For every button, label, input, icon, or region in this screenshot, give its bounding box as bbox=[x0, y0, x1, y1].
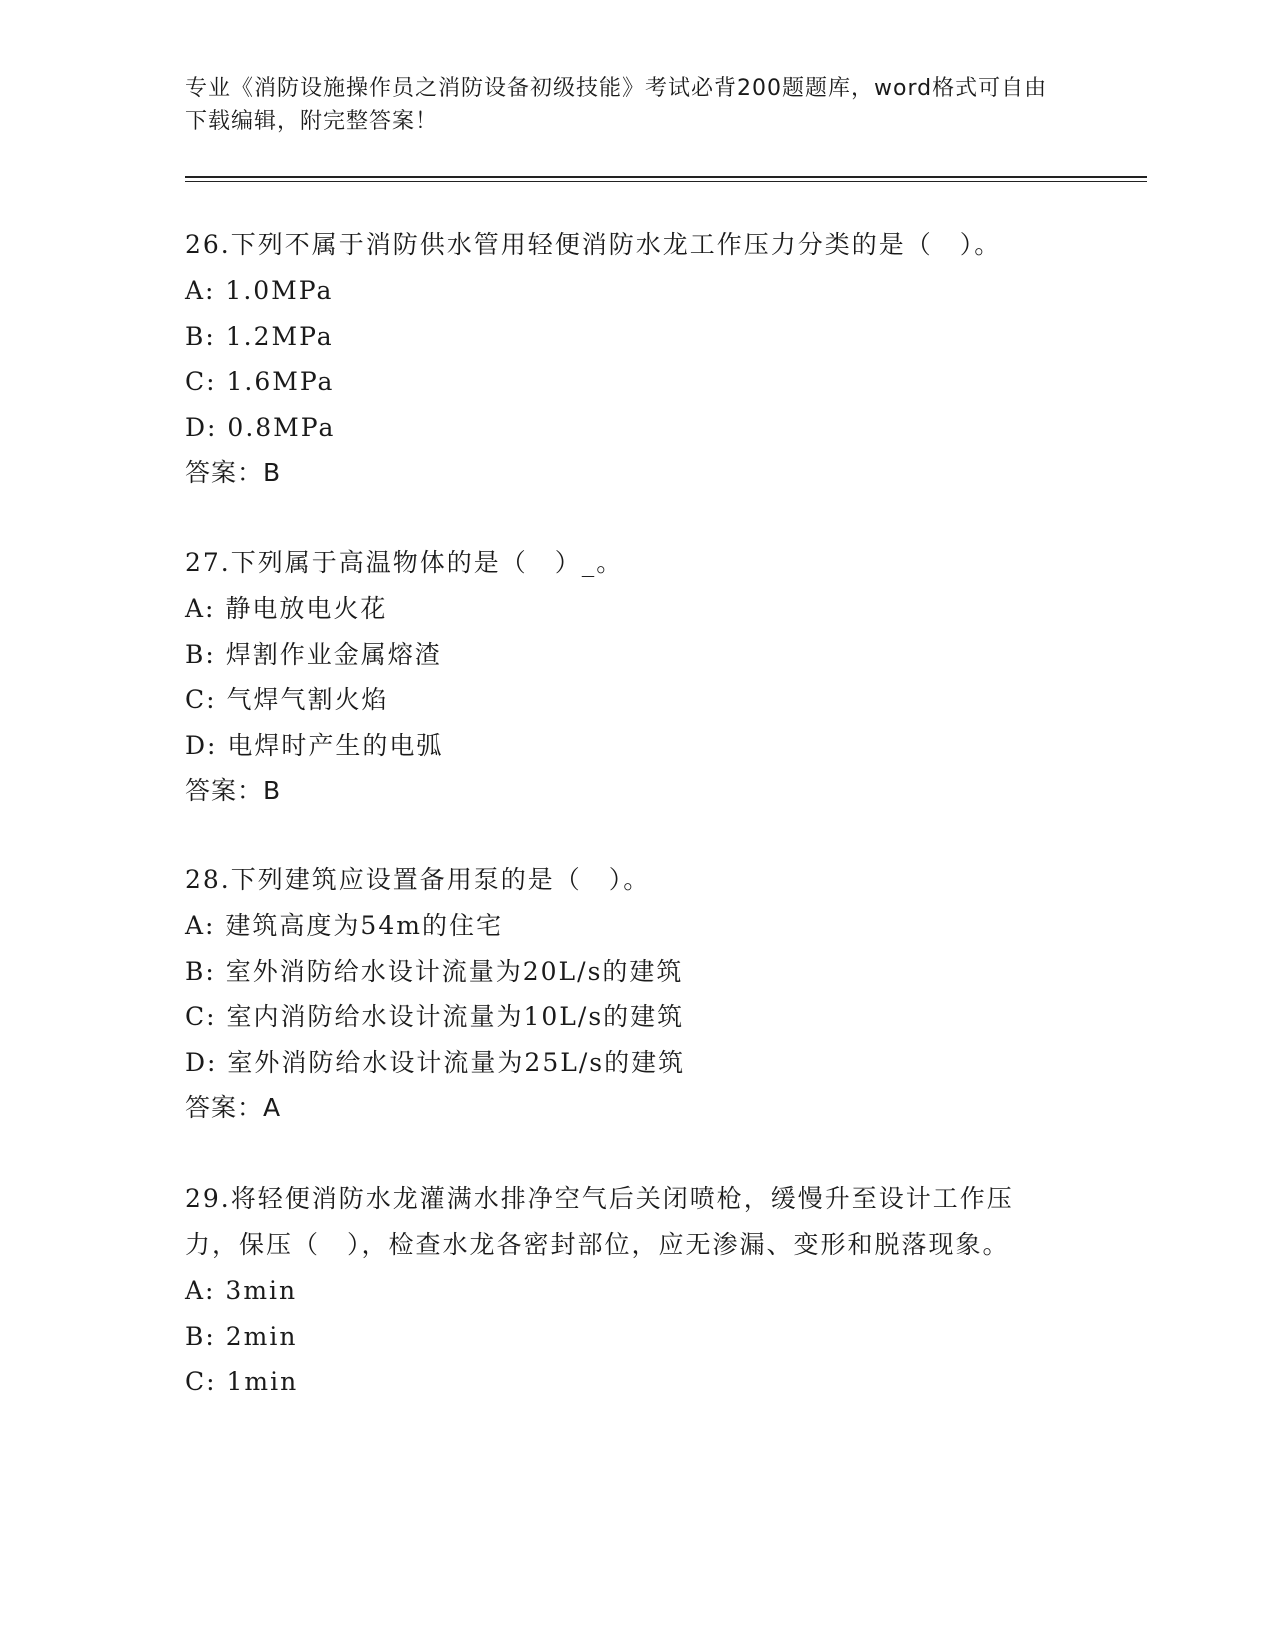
header-divider bbox=[185, 176, 1147, 178]
option-d: D: 室外消防给水设计流量为25L/s的建筑 bbox=[185, 1047, 686, 1077]
header-title: 专业《消防设施操作员之消防设备初级技能》考试必背200题题库，word格式可自由下载编辑，附完整答案！ bbox=[185, 76, 1048, 134]
question-stem: 29.将轻便消防水龙灌满水排净空气后关闭喷枪，缓慢升至设计工作压力，保压（ ），检查水龙各密封部位，应无渗漏、变形和脱落现象。 bbox=[185, 1184, 1014, 1259]
option-b: B: 焊割作业金属熔渣 bbox=[185, 639, 442, 669]
answer: 答案：B bbox=[185, 458, 282, 487]
option-a: A: 3min bbox=[185, 1276, 298, 1305]
option-c: C: 气焊气割火焰 bbox=[185, 685, 389, 714]
question-26 bbox=[185, 222, 1085, 495]
question-stem: 28.下列建筑应设置备用泵的是（ ）。 bbox=[185, 865, 651, 894]
option-a: A: 1.0MPa bbox=[185, 276, 334, 305]
option-a: A: 建筑高度为54m的住宅 bbox=[185, 911, 503, 940]
option-a: A: 静电放电火花 bbox=[185, 594, 388, 623]
answer: 答案：A bbox=[185, 1093, 282, 1122]
question-27 bbox=[185, 540, 1085, 813]
question-stem: 26.下列不属于消防供水管用轻便消防水龙工作压力分类的是（ ）。 bbox=[185, 230, 1002, 259]
option-d: D: 0.8MPa bbox=[185, 412, 336, 442]
page-header bbox=[185, 72, 1065, 138]
option-c: C: 1.6MPa bbox=[185, 367, 335, 396]
question-28 bbox=[185, 857, 1085, 1130]
option-b: B: 1.2MPa bbox=[185, 321, 334, 351]
answer: 答案：B bbox=[185, 776, 282, 805]
option-b: B: 2min bbox=[185, 1321, 298, 1351]
option-d: D: 电焊时产生的电弧 bbox=[185, 730, 444, 760]
question-stem: 27.下列属于高温物体的是（ ）_。 bbox=[185, 548, 624, 577]
option-c: C: 1min bbox=[185, 1367, 299, 1396]
option-b: B: 室外消防给水设计流量为20L/s的建筑 bbox=[185, 956, 684, 986]
option-c: C: 室内消防给水设计流量为10L/s的建筑 bbox=[185, 1002, 685, 1031]
question-29 bbox=[185, 1176, 1085, 1405]
header-divider-thin bbox=[185, 181, 1147, 182]
